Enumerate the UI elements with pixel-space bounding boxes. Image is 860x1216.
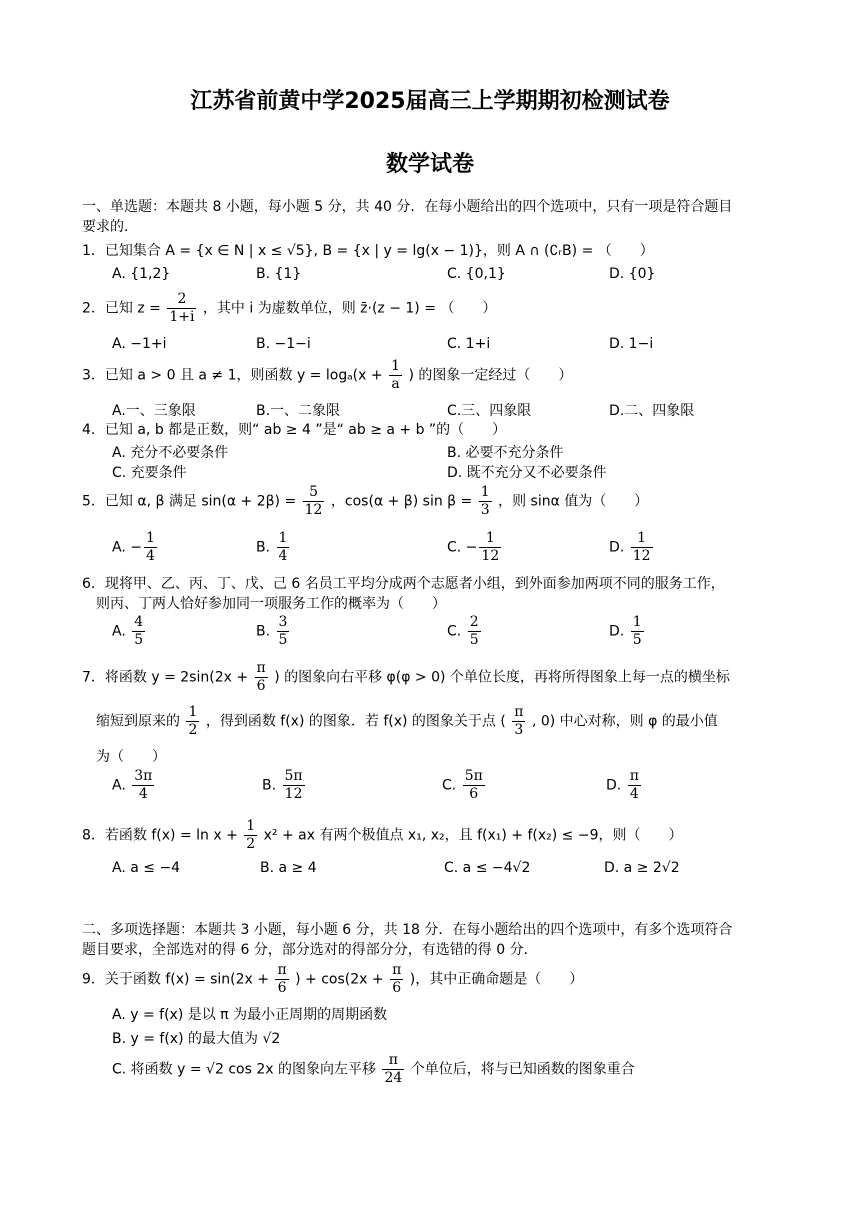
q4-option-b: B. 必要不充分条件: [447, 445, 564, 461]
q7-c-fraction: [463, 768, 485, 803]
q9-c-num: π: [382, 1052, 404, 1070]
q7-b-den: 12: [284, 786, 303, 802]
question-6-stem: 6．现将甲、乙、丙、丁、戊、己 6 名员工平均分成两个志愿者小组，到外面参加两项不同的服务工作，: [82, 576, 725, 592]
q7-option-d: [606, 768, 643, 803]
q8-option-b: B. a ≥ 4: [260, 860, 317, 876]
q7-d-den: 4: [629, 786, 639, 802]
q7-b-label: B.: [262, 777, 281, 794]
q2-option-b: B. −1−i: [256, 336, 311, 352]
q9-fraction-1: [275, 962, 288, 997]
q4-option-c: C. 充要条件: [112, 465, 187, 481]
q3-option-b: B.一、二象限: [256, 403, 341, 419]
q5-c-den: 12: [481, 548, 500, 564]
q6-option-b: [256, 614, 291, 649]
q5-stem-a: 5．已知 α, β 满足 sin(α + 2β) =: [82, 493, 297, 510]
q7-option-a: [112, 768, 156, 803]
q7-a-den: 4: [138, 786, 148, 802]
question-9-stem: [82, 962, 583, 997]
q6-option-d: [609, 614, 646, 649]
q6-d-fraction: [631, 614, 644, 649]
q1-option-c: C. {0,1}: [447, 266, 506, 282]
q7-l2-mid: ，得到函数 f(x) 的图象．若 f(x) 的图象关于点 (: [205, 713, 506, 730]
q5-stem-c: ，则 sinα 值为（ ）: [498, 493, 649, 510]
q6-c-num: 2: [469, 614, 479, 630]
q5-f2-denominator: 3: [480, 502, 490, 518]
exam-title: 江苏省前黄中学2025届高三上学期期初检测试卷: [190, 89, 670, 114]
q7-l2-fraction-2: [512, 704, 525, 739]
q5-a-fraction: [144, 530, 157, 565]
q7-l1-pre: 7．将函数 y = 2sin(2x +: [82, 669, 249, 686]
q6-c-fraction: [468, 614, 481, 649]
question-8-stem: [82, 818, 682, 853]
q7-l1-num: π: [256, 660, 266, 676]
q4-option-a: A. 充分不必要条件: [112, 445, 229, 461]
q8-option-c: C. a ≤ −4√2: [444, 860, 531, 876]
q5-f2-numerator: 1: [480, 484, 490, 500]
q6-c-den: 5: [469, 632, 479, 648]
q7-l2-num2: π: [514, 704, 524, 720]
q3-numerator: 1: [391, 358, 400, 374]
section1-heading: 一、单选题：本题共 8 小题，每小题 5 分，共 40 分．在每小题给出的四个选项中，只有一项是符合题目: [82, 199, 733, 215]
q6-c-label: C.: [447, 623, 466, 640]
question-3-stem: [82, 358, 572, 393]
q1-option-b: B. {1}: [256, 266, 302, 282]
q9-c-den: 24: [384, 1070, 403, 1086]
q3-denominator: a: [391, 376, 400, 392]
question-7-stem: [82, 660, 730, 695]
q5-a-den: 4: [145, 548, 155, 564]
q5-c-fraction: [479, 530, 501, 565]
q7-l2-num: 1: [188, 704, 198, 720]
q9-f2-den: 6: [392, 980, 402, 996]
q5-option-d: [609, 530, 655, 565]
q7-d-num: π: [629, 768, 639, 784]
q5-option-a: [112, 530, 159, 565]
q8-stem-post: x² + ax 有两个极值点 x₁, x₂，且 f(x₁) + f(x₂) ≤ −9，则（ ）: [263, 827, 683, 844]
q3-stem-pre: 3．已知 a > 0 且 a ≠ 1，则函数 y = logₐ(x +: [82, 367, 383, 384]
q7-d-label: D.: [606, 777, 626, 794]
q2-numerator: 2: [167, 291, 196, 309]
q6-b-num: 3: [278, 614, 288, 630]
q9-f2-num: π: [392, 962, 402, 978]
q6-option-c: [447, 614, 483, 649]
q6-b-label: B.: [256, 623, 275, 640]
q7-c-num: 5π: [464, 768, 483, 784]
question-1-stem: 1．已知集合 A = {x ∈ N | x ≤ √5}, B = {x | y = lg(x − 1)}，则 A ∩ (∁ᵣB) = （ ）: [82, 243, 654, 259]
q7-d-fraction: [628, 768, 641, 803]
q6-d-num: 1: [632, 614, 642, 630]
question-2-stem: [82, 291, 496, 326]
section2-heading: 二、多项选择题：本题共 3 小题，每小题 6 分，共 18 分．在每小题给出的四个选项中，有多个选项符合: [82, 922, 733, 938]
question-7-stem-line2: [96, 704, 718, 739]
q3-option-c: C.三、四象限: [447, 403, 532, 419]
q6-d-den: 5: [632, 632, 642, 648]
q6-a-num: 4: [134, 614, 144, 630]
exam-subtitle: 数学试卷: [385, 152, 474, 177]
q8-stem-pre: 8．若函数 f(x) = ln x +: [82, 827, 238, 844]
q9-option-b: B. y = f(x) 的最大值为 √2: [112, 1031, 281, 1047]
q9-f1-den: 6: [277, 980, 287, 996]
q7-l1-fraction: [255, 660, 268, 695]
q2-stem-pre: 2．已知 z =: [82, 300, 161, 317]
q9-stem-c: )，其中正确命题是（ ）: [409, 971, 584, 988]
q7-l2-den2: 3: [514, 722, 524, 738]
q5-d-label: D.: [609, 539, 629, 556]
q5-option-c: [447, 530, 503, 565]
q6-a-label: A.: [112, 623, 131, 640]
q8-numerator: 1: [246, 818, 256, 834]
question-4-stem: 4．已知 a, b 都是正数，则“ ab ≥ 4 ”是“ ab ≥ a + b ”的（ ）: [82, 422, 507, 438]
q5-b-den: 4: [278, 548, 288, 564]
q3-fraction: [389, 358, 402, 393]
q7-a-num: 3π: [134, 768, 153, 784]
q2-option-c: C. 1+i: [447, 336, 491, 352]
q7-b-num: 5π: [284, 768, 303, 784]
q6-a-fraction: [132, 614, 145, 649]
q7-option-b: [262, 768, 307, 803]
q7-c-den: 6: [469, 786, 479, 802]
q5-d-num: 1: [631, 530, 653, 548]
q8-option-a: A. a ≤ −4: [112, 860, 181, 876]
q3-option-a: A.一、三象限: [112, 403, 196, 419]
q7-c-label: C.: [442, 777, 461, 794]
q2-denominator: 1+i: [169, 309, 195, 325]
q5-b-fraction: [277, 530, 290, 565]
q7-l1-post: ) 的图象向右平移 φ(φ > 0) 个单位长度，再将所得图象上每一点的横坐标: [274, 669, 730, 686]
q6-b-den: 5: [278, 632, 288, 648]
q7-b-fraction: [283, 768, 305, 803]
q6-b-fraction: [277, 614, 290, 649]
q9-fraction-2: [390, 962, 403, 997]
q7-a-fraction: [132, 768, 154, 803]
q5-f1-numerator: 5: [303, 484, 325, 502]
question-7-stem-line3: 为（ ）: [96, 749, 166, 765]
q5-a-label: A. −: [112, 539, 142, 556]
q1-option-a: A. {1,2}: [112, 266, 171, 282]
q9-stem-a: 9．关于函数 f(x) = sin(2x +: [82, 971, 270, 988]
q5-stem-b: ，cos(α + β) sin β =: [330, 493, 473, 510]
q7-l1-den: 6: [256, 678, 266, 694]
q8-option-d: D. a ≥ 2√2: [604, 860, 680, 876]
q4-option-d: D. 既不充分又不必要条件: [447, 465, 607, 481]
q2-stem-post: ，其中 i 为虚数单位，则 z̄·(z − 1) = （ ）: [202, 300, 497, 317]
q5-fraction-2: [479, 484, 492, 519]
q5-option-b: [256, 530, 291, 565]
section1-heading-cont: 要求的．: [82, 219, 138, 235]
q5-d-den: 12: [632, 548, 651, 564]
question-5-stem: [82, 484, 648, 519]
q5-fraction-1: [303, 484, 325, 519]
q3-option-d: D.二、四象限: [609, 403, 695, 419]
q2-option-a: A. −1+i: [112, 336, 167, 352]
q5-a-num: 1: [145, 530, 155, 546]
q9-option-c: [112, 1052, 635, 1087]
q9-c-pre: C. 将函数 y = √2 cos 2x 的图象向左平移: [112, 1061, 376, 1078]
q7-l2-fraction-1: [186, 704, 199, 739]
q5-b-num: 1: [278, 530, 288, 546]
q8-denominator: 2: [246, 836, 256, 852]
q8-fraction: [244, 818, 257, 853]
q6-d-label: D.: [609, 623, 629, 640]
q7-l2-post: , 0) 中心对称，则 φ 的最小值: [531, 713, 718, 730]
q1-option-d: D. {0}: [609, 266, 656, 282]
section2-heading-cont: 题目要求，全部选对的得 6 分，部分选对的得部分分，有选错的得 0 分．: [82, 942, 538, 958]
q9-c-post: 个单位后，将与已知函数的图象重合: [410, 1061, 635, 1078]
q5-b-label: B.: [256, 539, 275, 556]
q7-l2-pre: 缩短到原来的: [96, 713, 180, 730]
q9-stem-b: ) + cos(2x +: [295, 971, 384, 988]
q7-option-c: [442, 768, 487, 803]
q9-option-a: A. y = f(x) 是以 π 为最小正周期的周期函数: [112, 1007, 388, 1023]
q5-d-fraction: [631, 530, 653, 565]
q7-l2-den: 2: [188, 722, 198, 738]
q6-option-a: [112, 614, 147, 649]
question-6-stem-cont: 则丙、丁两人恰好参加同一项服务工作的概率为（ ）: [96, 596, 446, 612]
q5-c-num: 1: [479, 530, 501, 548]
q9-f1-num: π: [277, 962, 287, 978]
q5-c-label: C. −: [447, 539, 478, 556]
q2-fraction: [167, 291, 196, 326]
q9-c-fraction: [382, 1052, 404, 1087]
q2-option-d: D. 1−i: [609, 336, 654, 352]
q6-a-den: 5: [134, 632, 144, 648]
q3-stem-post: ) 的图象一定经过（ ）: [408, 367, 573, 384]
q5-f1-denominator: 12: [304, 502, 323, 518]
q7-a-label: A.: [112, 777, 131, 794]
